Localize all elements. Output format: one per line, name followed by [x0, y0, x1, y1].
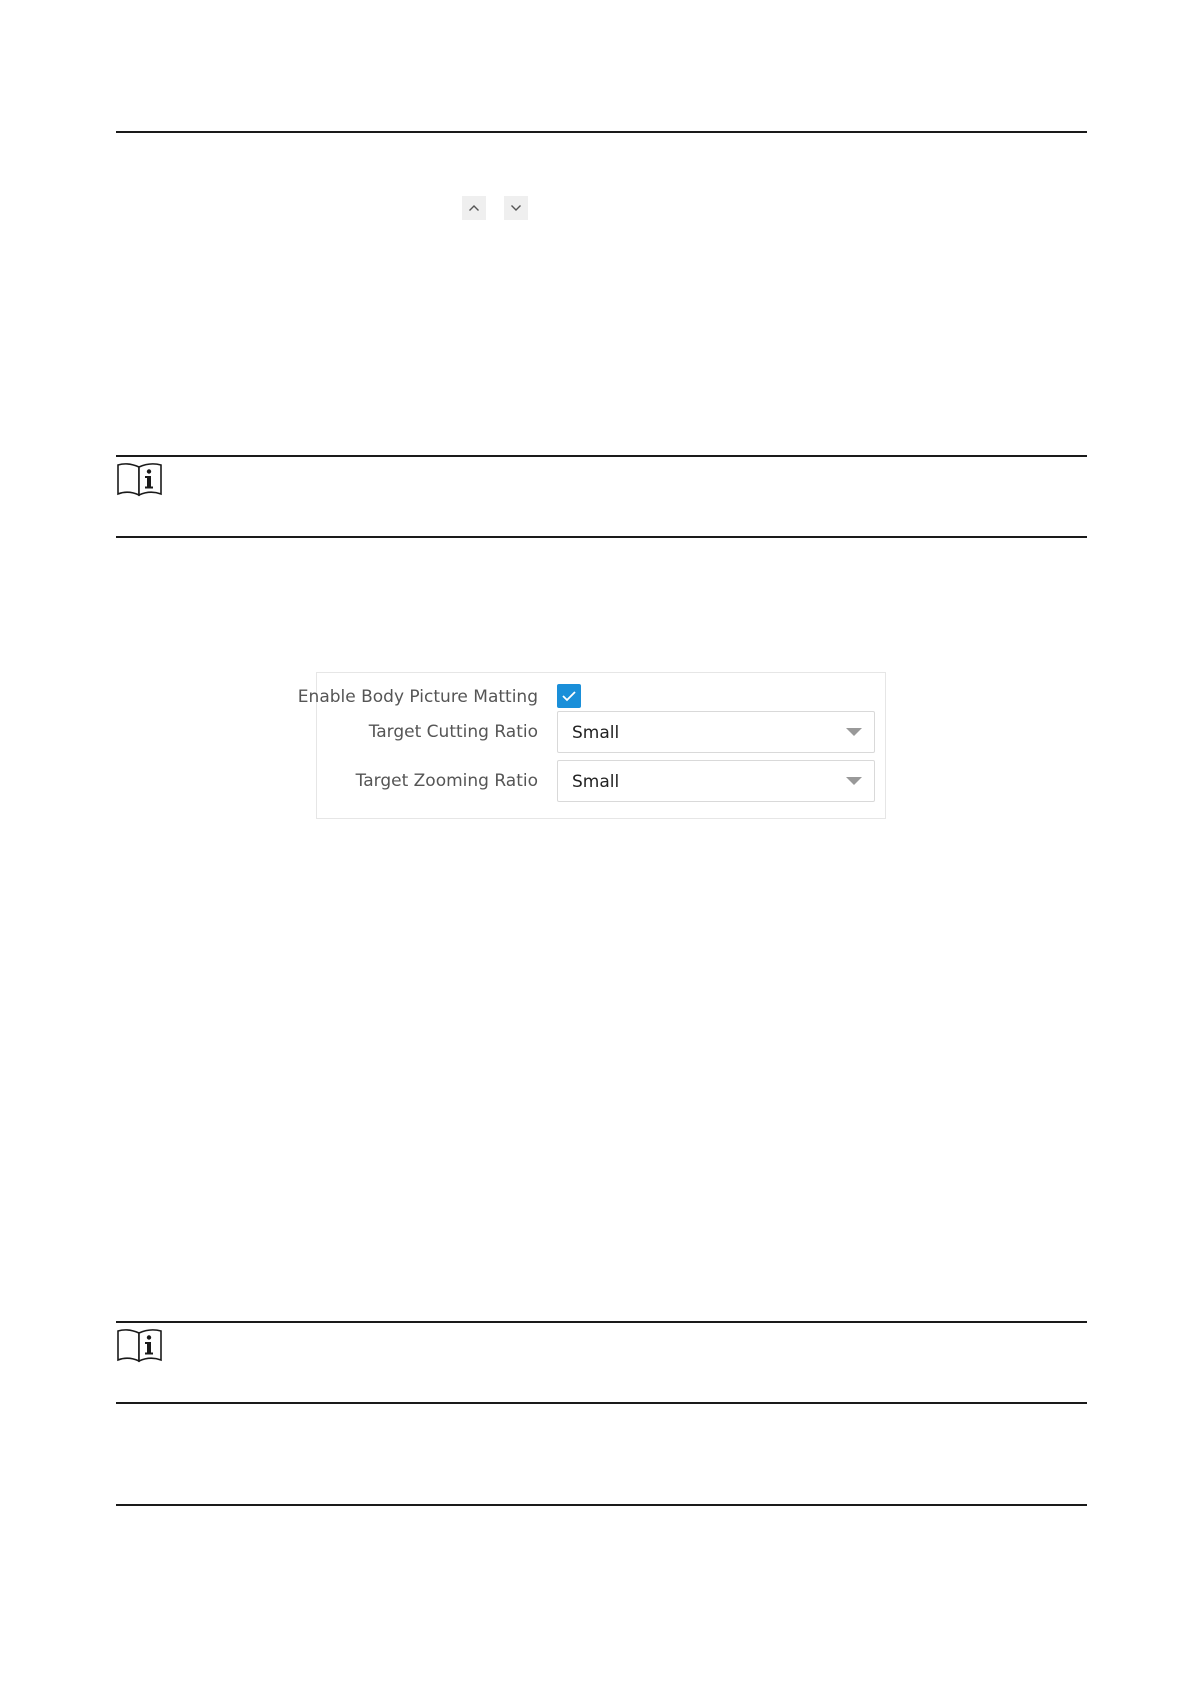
- note-top-rule: [116, 455, 1087, 457]
- body-picture-matting-panel: [297, 672, 886, 819]
- target-cutting-ratio-label: Target Cutting Ratio: [368, 722, 538, 742]
- move-arrows: [462, 196, 528, 220]
- target-zooming-ratio-row: [317, 760, 885, 802]
- caret-down-icon: [846, 777, 862, 785]
- chevron-up-icon: [468, 204, 480, 212]
- target-cutting-ratio-row: [317, 711, 885, 753]
- enable-body-picture-matting-label: Enable Body Picture Matting: [297, 687, 538, 707]
- target-cutting-ratio-select[interactable]: [557, 711, 875, 753]
- chevron-down-icon: [510, 204, 522, 212]
- footer-rule: [116, 1504, 1087, 1506]
- note-icon: [116, 462, 164, 498]
- note-icon: [116, 1328, 164, 1364]
- target-cutting-ratio-value: Small: [572, 723, 620, 743]
- move-down-button[interactable]: [504, 196, 528, 220]
- target-zooming-ratio-label: Target Zooming Ratio: [355, 771, 538, 791]
- header-rule: [116, 131, 1087, 133]
- enable-body-picture-matting-checkbox[interactable]: [557, 684, 581, 708]
- note2-top-rule: [116, 1321, 1087, 1323]
- target-zooming-ratio-value: Small: [572, 772, 620, 792]
- checkmark-icon: [561, 690, 577, 702]
- note-bottom-rule: [116, 536, 1087, 538]
- target-zooming-ratio-select[interactable]: [557, 760, 875, 802]
- note2-bottom-rule: [116, 1402, 1087, 1404]
- move-up-button[interactable]: [462, 196, 486, 220]
- caret-down-icon: [846, 728, 862, 736]
